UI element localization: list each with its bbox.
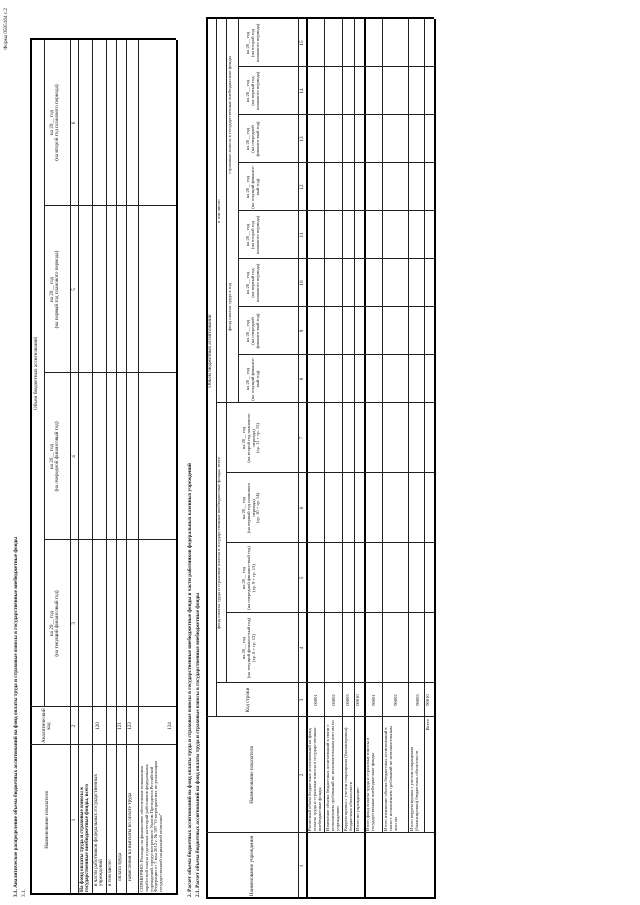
header-col3: на 20__ год (на текущий финансовый год) — [49, 590, 61, 657]
s2-colnum-12: 12 — [299, 184, 305, 190]
form-code: Форма 0505164 с.2 — [3, 8, 9, 50]
header-c9: на 20__ год (на очередной финансо-вый год) — [245, 313, 260, 349]
header-fot-total: фонд оплаты труда и страховые взносы в государственные внебюджетные фонды, всего — [216, 456, 221, 630]
row-124-code: 124 — [167, 722, 173, 730]
row-90002-label: Итого изменение объема бюджетных ассигнований в связи с исполнением требований по исполнительным листам — [383, 726, 398, 831]
header-indicator: Наименование показателя — [44, 791, 50, 849]
row-00002-code: 00002 — [331, 694, 336, 706]
header-analytic-code: Аналитический код — [41, 708, 53, 743]
row-90003-label: Итого корректировка с учетом сокращения (балансировки) бюджетных обязательств — [409, 746, 419, 831]
total-code: 90010 — [425, 694, 430, 706]
header-c11: на 20__ год (на второй год планового периода) — [245, 215, 260, 255]
row-00002-label: Изменение объема бюджетных ассигнований в связи с исполнением требований по исполнительным листам по учреждению — [325, 720, 340, 831]
row-90001-code: 90001 — [371, 694, 376, 706]
row-120-code: 120 — [95, 722, 101, 730]
row-00010-code: 00010 — [355, 694, 360, 706]
header-including: в том числе: — [216, 199, 221, 223]
header-c5: на 20__ год (на очередной финансо-вый год) (гр. 9 + гр. 13) — [241, 546, 256, 610]
row-123-label: начисления на выплаты по оплате труда — [127, 792, 133, 881]
header-institution: Наименование учреждения — [249, 835, 255, 897]
s2-colnum-11: 11 — [299, 232, 305, 238]
colnum-6: 6 — [71, 121, 77, 125]
row-121-label: оплата труда — [117, 852, 123, 881]
s2-colnum-6: 6 — [299, 506, 305, 510]
header-c7: на 20__ год (на второй год планового периода) (гр. 11 + гр. 15) — [241, 413, 261, 463]
section2-subtitle: 2.1. Расчет объема бюджетных ассигнований на фонд оплаты труда и страховые взносы в государственные внебюджетные фонды — [195, 592, 201, 897]
row-00001-label: Расчетный объем бюджетных ассигнований на фонд оплаты труда и страховые взносы в государственные внебюджетные фонды — [307, 727, 322, 831]
row-90001-label: Итого фонд оплаты труда и страховые взносы в государственные внебюджетные фонды — [365, 737, 375, 831]
row-00003-label: Корректировка с учетом сокращения (балансировки) бюджетных обязательств — [343, 727, 353, 831]
header-col5: на 20__ год (на первый год планового периода) — [49, 250, 61, 329]
s2-colnum-5: 5 — [299, 576, 305, 580]
colnum-4: 4 — [71, 455, 77, 458]
section2-title: 2. Расчет объема бюджетных ассигнований на фонд оплаты труда и страховые взносы в государственные внебюджетные фонды в части работников федеральных казенных учреждений — [187, 463, 193, 897]
header-c8: на 20__ год (на текущий финансо-вый год) — [245, 357, 260, 401]
s2-colnum-10: 10 — [299, 280, 305, 286]
total-label: Всего — [425, 719, 430, 731]
header-insurance: страховые взносы в государственные внебюджетные фонды — [227, 56, 232, 174]
header-row-code: Код строки — [245, 687, 251, 713]
header-fot-year: фонд оплаты труда в год — [227, 283, 232, 331]
header-c13: на 20__ год (на очередной финансо-вый год) — [245, 121, 260, 157]
s2-colnum-1: 1 — [299, 864, 305, 868]
colnum-5: 5 — [71, 288, 77, 291]
section1-title: 3.1. Аналитическое распределение объема бюджетных ассигнований на фонд оплаты труда и страховые взносы в государственные внебюджетные фонды — [13, 536, 19, 897]
payroll-calculation-table — [206, 19, 636, 899]
s2-colnum-13: 13 — [299, 136, 305, 142]
header-c4: на 20__ год (на текущий финансо-вый год) (гр. 8 + гр. 12) — [241, 617, 256, 679]
colnum-3: 3 — [71, 622, 77, 625]
row-121-code: 121 — [117, 722, 123, 730]
s2-colnum-15: 15 — [299, 40, 305, 46]
section1-subnumber: 3.1. — [21, 889, 27, 897]
header-col6: на 20__ год (на второй год планового периода) — [49, 84, 61, 161]
s2-colnum-2: 2 — [299, 773, 305, 777]
row-00001-code: 00001 — [313, 694, 318, 706]
colnum-1: 1 — [71, 818, 77, 822]
row-123-code: 123 — [127, 722, 133, 730]
s2-colnum-8: 8 — [299, 377, 305, 381]
header-c15: на 20__ год (на второй год планового периода) — [245, 23, 260, 63]
header-c6: на 20__ год (на первый год планового периода) (гр. 10 + гр. 14) — [241, 482, 261, 534]
s2-colnum-14: 14 — [299, 88, 305, 94]
row-90002-code: 90002 — [393, 694, 398, 706]
row-124-label: СПРАВОЧНО: Расходы на финансовое обеспечение повышения заработной платы отдельных категорий работников федеральных учреждений, предусмотренного Указом Президента Российской Федерации от 7 мая 2012 г. № 597 "О мероприятиях по реализации государственной социальной политики" — [139, 760, 164, 892]
header-budget-volume: Объем бюджетных ассигнований — [33, 336, 39, 411]
s2-colnum-7: 7 — [299, 436, 305, 440]
row-120-label: в части работников федеральных государственных учреждений — [93, 773, 105, 886]
header-col4: на 20__ год (на очередной финансовый год) — [49, 421, 61, 492]
row-00003-code: 00003 — [345, 694, 350, 706]
row-total-label: На фонд оплаты труда и страховые взносы в государственные внебюджетные фонды, всего — [79, 784, 91, 892]
s2-colnum-4: 4 — [299, 646, 305, 650]
header-c14: на 20__ год (на первый год планового периода) — [245, 71, 260, 111]
header-c12: на 20__ год (на текущий финансо-вый год) — [245, 165, 260, 209]
row-00010-label: Итого по учреждению — [355, 787, 360, 831]
row-90003-code: 90003 — [415, 694, 420, 706]
colnum-2: 2 — [71, 724, 77, 728]
header-indicator-2: Наименование показателя — [249, 746, 255, 804]
header-c10: на 20__ год (на первый год планового периода) — [245, 263, 260, 303]
header-budget-volume-2: Объем бюджетных ассигнований — [207, 314, 213, 388]
s2-colnum-9: 9 — [299, 329, 305, 333]
s2-colnum-3: 3 — [299, 698, 305, 702]
row-incl-label: в том числе: — [107, 858, 113, 886]
